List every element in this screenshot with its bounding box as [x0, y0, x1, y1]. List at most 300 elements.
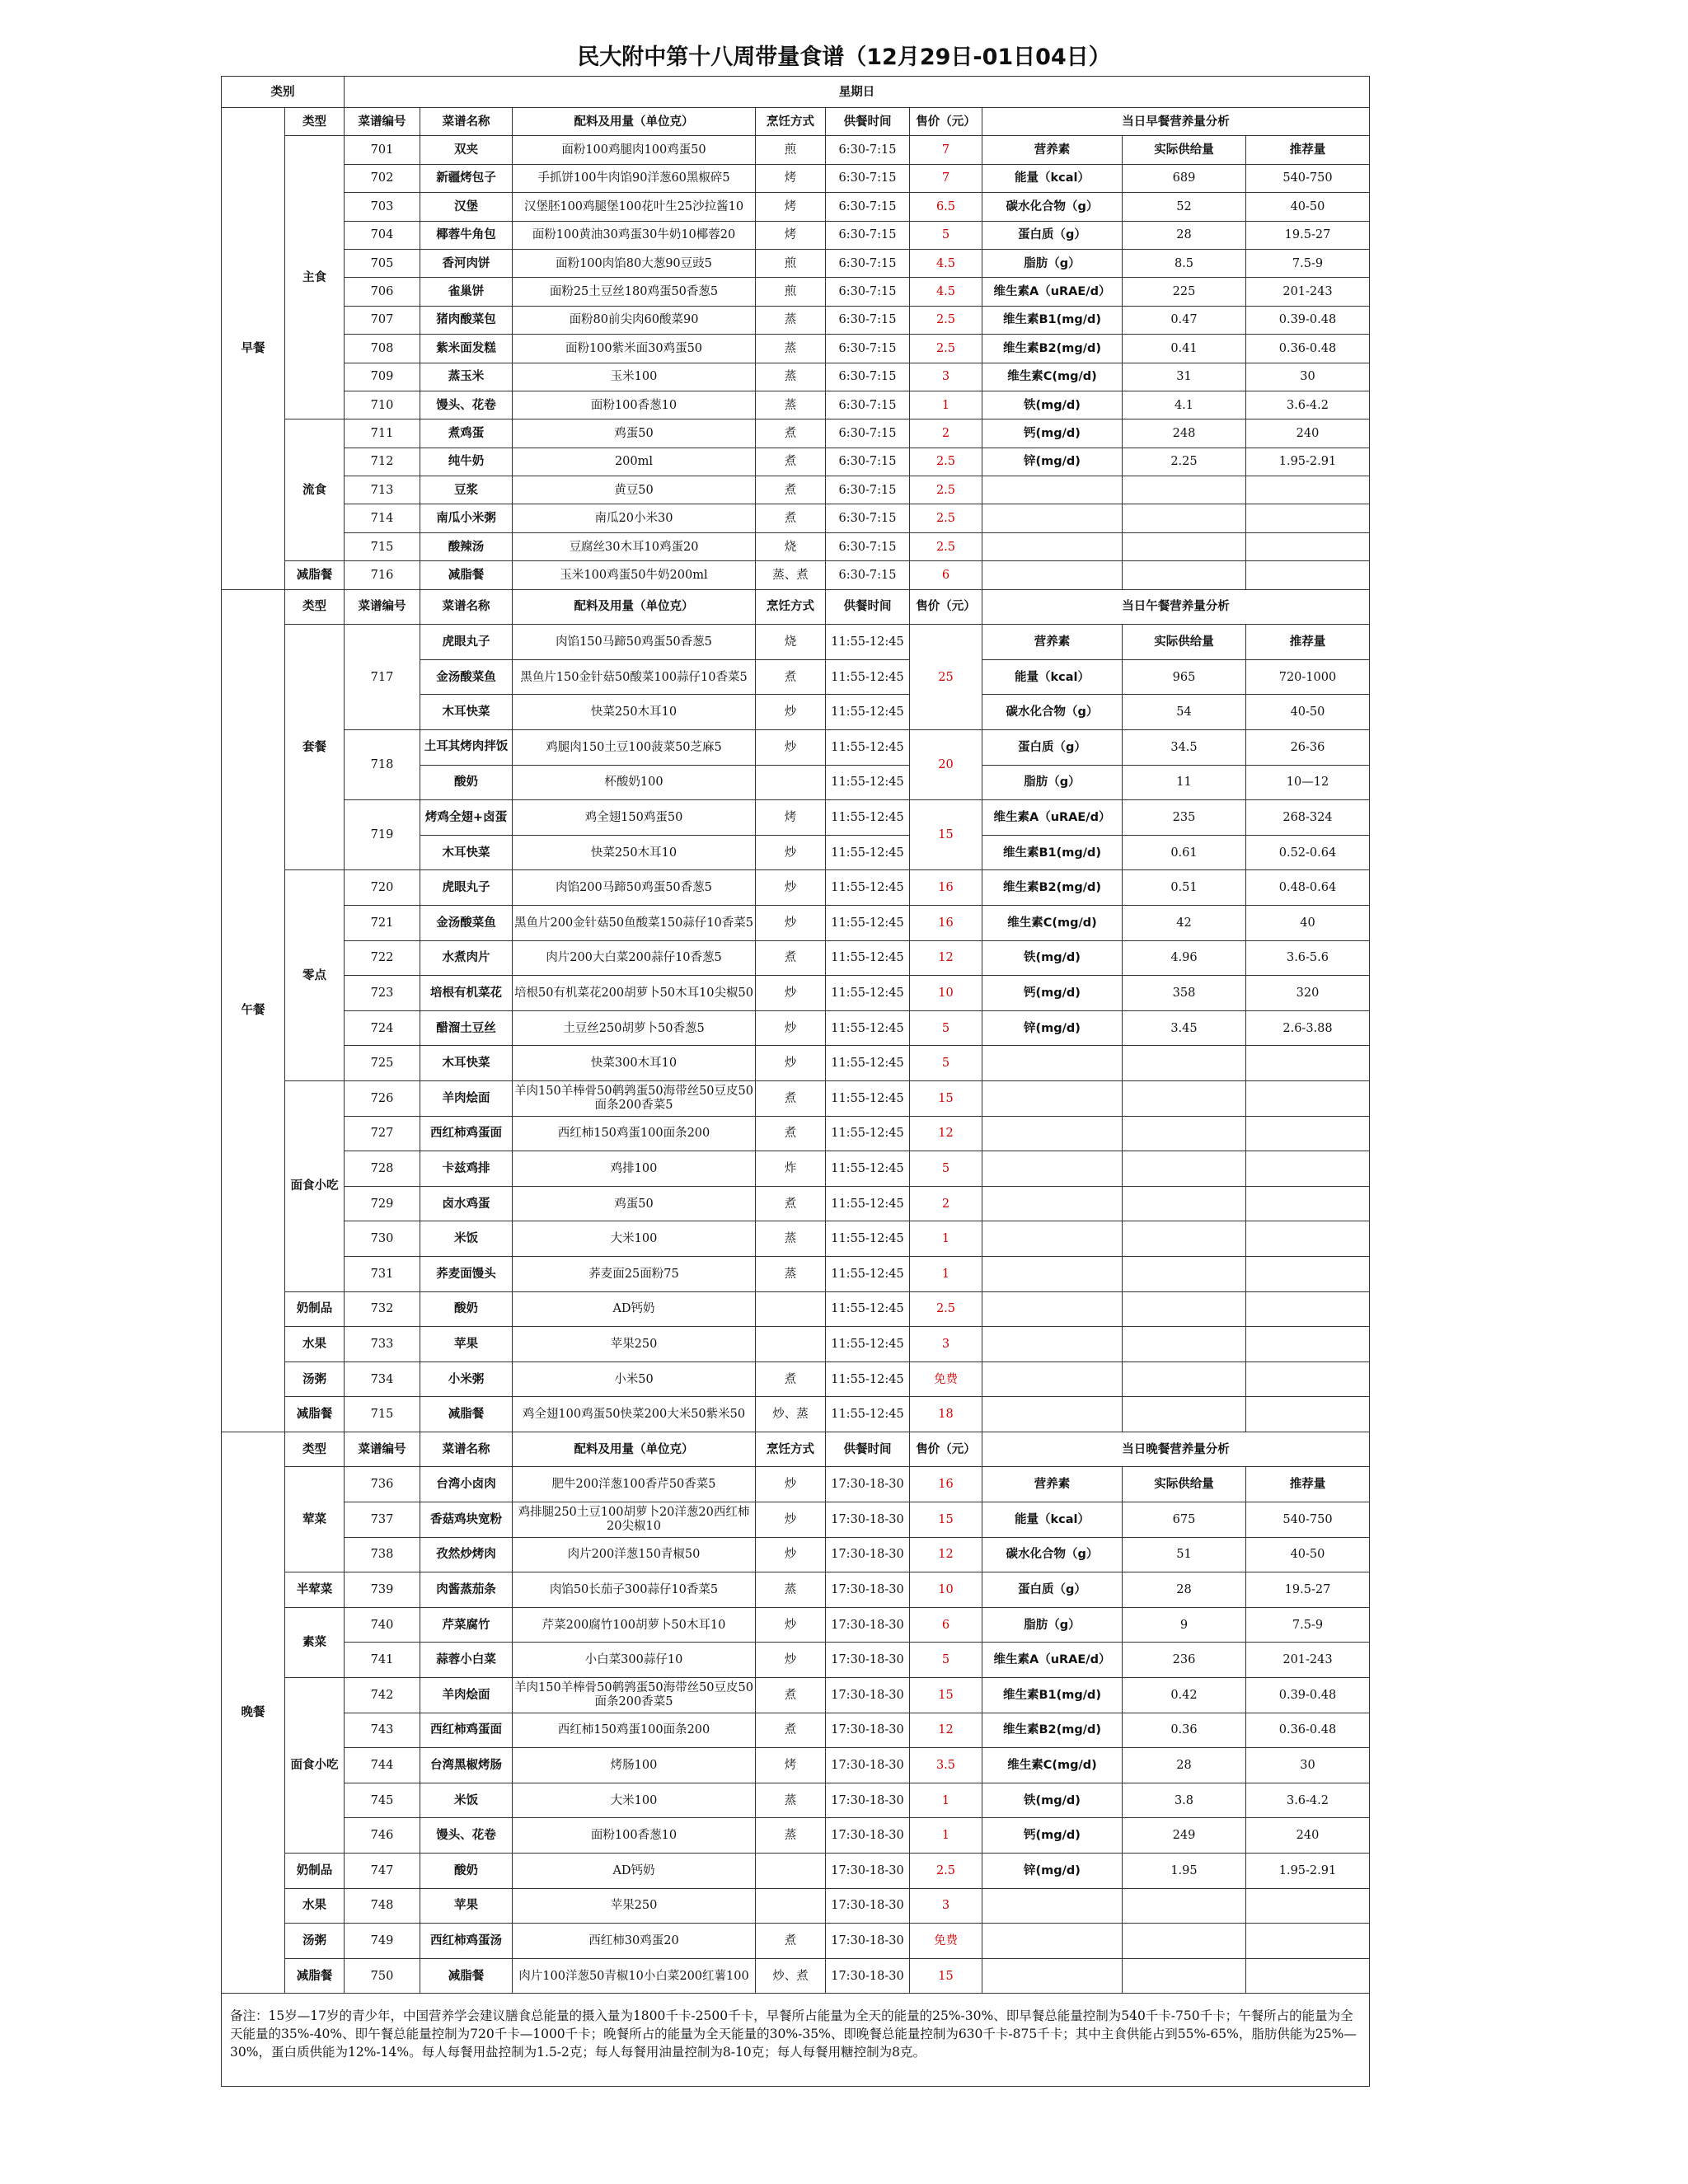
analysis-empty — [982, 504, 1122, 532]
cook-method: 煮 — [755, 1678, 825, 1713]
dish-name: 酸奶 — [420, 765, 513, 800]
dish-name: 木耳快菜 — [420, 695, 513, 730]
analysis-empty — [1122, 1221, 1245, 1257]
dish-ingredients: 面粉100肉馅80大葱90豆豉5 — [513, 249, 756, 277]
dish-name: 苹果 — [420, 1888, 513, 1924]
cook-method: 煎 — [755, 278, 825, 306]
dish-ingredients: 肉片200大白菜200蒜仔10香葱5 — [513, 940, 756, 976]
dish-name: 木耳快菜 — [420, 835, 513, 870]
serve-time: 6:30-7:15 — [825, 391, 909, 419]
dish-price: 1 — [909, 1256, 982, 1291]
serve-time: 17:30-18-30 — [825, 1748, 909, 1783]
nutrient-recommended: 19.5-27 — [1245, 1572, 1369, 1608]
dish-ingredients: 手抓饼100牛肉馅90洋葱60黑椒碎5 — [513, 164, 756, 192]
dish-ingredients: 快菜250木耳10 — [513, 835, 756, 870]
cook-method: 煎 — [755, 136, 825, 164]
analysis-empty — [982, 476, 1122, 504]
nutrient-actual: 11 — [1122, 765, 1245, 800]
food-type: 流食 — [285, 419, 345, 561]
nutrient-recommended: 40-50 — [1245, 1537, 1369, 1572]
cook-method: 蒸 — [755, 335, 825, 363]
analysis-empty — [1122, 1116, 1245, 1151]
analysis-empty — [982, 1151, 1122, 1187]
dish-ingredients: 西红柿30鸡蛋20 — [513, 1924, 756, 1959]
nutrient-name: 钙(mg/d) — [982, 1818, 1122, 1854]
nutrient-name: 碳水化合物（g） — [982, 193, 1122, 221]
dish-name: 西红柿鸡蛋面 — [420, 1713, 513, 1748]
dish-code: 703 — [345, 193, 420, 221]
dish-ingredients: 南瓜20小米30 — [513, 504, 756, 532]
nutrient-name: 维生素B1(mg/d) — [982, 306, 1122, 334]
dish-price: 2.5 — [909, 306, 982, 334]
dish-code: 724 — [345, 1010, 420, 1046]
dish-price: 10 — [909, 976, 982, 1011]
cook-method: 煎 — [755, 249, 825, 277]
col-header-code: 菜谱编号 — [345, 108, 420, 136]
cook-method: 炒 — [755, 905, 825, 940]
serve-time: 6:30-7:15 — [825, 476, 909, 504]
analysis-empty — [1245, 1186, 1369, 1221]
dish-ingredients: 荞麦面25面粉75 — [513, 1256, 756, 1291]
analysis-empty — [982, 1186, 1122, 1221]
category-header: 类别 — [222, 77, 345, 108]
dish-ingredients: 鸡排100 — [513, 1151, 756, 1187]
cook-method: 炒 — [755, 730, 825, 766]
cook-method: 蒸 — [755, 363, 825, 391]
cook-method: 炒 — [755, 835, 825, 870]
dish-code: 748 — [345, 1888, 420, 1924]
cook-method: 炒 — [755, 1643, 825, 1678]
analysis-empty — [1245, 1221, 1369, 1257]
nutrient-recommended: 0.48-0.64 — [1245, 870, 1369, 906]
serve-time: 6:30-7:15 — [825, 448, 909, 476]
serve-time: 17:30-18-30 — [825, 1678, 909, 1713]
nutrient-actual: 0.36 — [1122, 1713, 1245, 1748]
nutrient-actual: 965 — [1122, 659, 1245, 695]
nutrient-name: 铁(mg/d) — [982, 391, 1122, 419]
serve-time: 6:30-7:15 — [825, 335, 909, 363]
food-type: 主食 — [285, 136, 345, 419]
dish-name: 紫米面发糕 — [420, 335, 513, 363]
analysis-empty — [1122, 1361, 1245, 1397]
set-price: 25 — [909, 625, 982, 730]
nutrient-recommended: 0.39-0.48 — [1245, 306, 1369, 334]
nutrient-actual: 4.96 — [1122, 940, 1245, 976]
cook-method: 烧 — [755, 625, 825, 660]
dish-code: 732 — [345, 1291, 420, 1327]
nutrient-name: 维生素C(mg/d) — [982, 1748, 1122, 1783]
cook-method: 烤 — [755, 164, 825, 192]
nutrient-actual: 689 — [1122, 164, 1245, 192]
analysis-header-recommended: 推荐量 — [1245, 1467, 1369, 1502]
nutrient-recommended: 201-243 — [1245, 278, 1369, 306]
dish-name: 减脂餐 — [420, 561, 513, 589]
dish-price: 6 — [909, 1607, 982, 1643]
dish-code: 704 — [345, 221, 420, 249]
analysis-empty — [1245, 1327, 1369, 1362]
dish-price: 16 — [909, 1467, 982, 1502]
dish-ingredients: 大米100 — [513, 1221, 756, 1257]
food-type: 汤粥 — [285, 1924, 345, 1959]
dish-code: 712 — [345, 448, 420, 476]
dish-ingredients: AD钙奶 — [513, 1854, 756, 1889]
nutrient-recommended: 7.5-9 — [1245, 249, 1369, 277]
analysis-empty — [1122, 1888, 1245, 1924]
analysis-empty — [1122, 1327, 1245, 1362]
nutrient-name: 锌(mg/d) — [982, 448, 1122, 476]
dish-ingredients: 羊肉150羊棒骨50鹌鹑蛋50海带丝50豆皮50面条200香菜5 — [513, 1678, 756, 1713]
serve-time: 6:30-7:15 — [825, 532, 909, 560]
dish-name: 烤鸡全翅+卤蛋 — [420, 800, 513, 836]
serve-time: 6:30-7:15 — [825, 561, 909, 589]
serve-time: 6:30-7:15 — [825, 504, 909, 532]
dish-name: 南瓜小米粥 — [420, 504, 513, 532]
nutrient-actual: 675 — [1122, 1502, 1245, 1538]
serve-time: 17:30-18-30 — [825, 1713, 909, 1748]
dish-ingredients: 黑鱼片150金针菇50酸菜100蒜仔10香菜5 — [513, 659, 756, 695]
dish-code: 736 — [345, 1467, 420, 1502]
dish-name: 西红柿鸡蛋汤 — [420, 1924, 513, 1959]
serve-time: 6:30-7:15 — [825, 193, 909, 221]
dish-name: 纯牛奶 — [420, 448, 513, 476]
dish-code: 707 — [345, 306, 420, 334]
dish-price: 4.5 — [909, 249, 982, 277]
analysis-empty — [982, 1361, 1122, 1397]
analysis-header-nutrient: 营养素 — [982, 1467, 1122, 1502]
cook-method: 煮 — [755, 419, 825, 448]
dish-code: 705 — [345, 249, 420, 277]
dish-code: 710 — [345, 391, 420, 419]
serve-time: 11:55-12:45 — [825, 976, 909, 1011]
dish-price: 12 — [909, 1116, 982, 1151]
nutrient-name: 铁(mg/d) — [982, 1783, 1122, 1818]
nutrient-actual: 248 — [1122, 419, 1245, 448]
dish-name: 孜然炒烤肉 — [420, 1537, 513, 1572]
dish-price: 1 — [909, 1783, 982, 1818]
dish-price: 2.5 — [909, 476, 982, 504]
nutrient-actual: 3.45 — [1122, 1010, 1245, 1046]
food-type: 奶制品 — [285, 1291, 345, 1327]
cook-method: 炒 — [755, 1502, 825, 1538]
analysis-empty — [1122, 532, 1245, 560]
serve-time: 11:55-12:45 — [825, 1010, 909, 1046]
col-header-price: 售价（元） — [909, 589, 982, 625]
analysis-empty — [1122, 1186, 1245, 1221]
dish-code: 750 — [345, 1958, 420, 1994]
nutrient-recommended: 0.52-0.64 — [1245, 835, 1369, 870]
nutrient-actual: 0.51 — [1122, 870, 1245, 906]
nutrient-actual: 0.41 — [1122, 335, 1245, 363]
nutrient-recommended: 720-1000 — [1245, 659, 1369, 695]
analysis-empty — [1245, 1958, 1369, 1994]
analysis-empty — [1122, 1046, 1245, 1081]
nutrient-name: 维生素B1(mg/d) — [982, 835, 1122, 870]
dish-ingredients: 面粉25土豆丝180鸡蛋50香葱5 — [513, 278, 756, 306]
nutrient-name: 蛋白质（g） — [982, 730, 1122, 766]
serve-time: 11:55-12:45 — [825, 940, 909, 976]
col-header-code: 菜谱编号 — [345, 589, 420, 625]
nutrient-name: 维生素A（uRAE/d） — [982, 278, 1122, 306]
analysis-empty — [1245, 1888, 1369, 1924]
nutrient-actual: 2.25 — [1122, 448, 1245, 476]
serve-time: 17:30-18-30 — [825, 1888, 909, 1924]
cook-method — [755, 1327, 825, 1362]
dish-name: 水煮肉片 — [420, 940, 513, 976]
dish-ingredients: 鸡全翅150鸡蛋50 — [513, 800, 756, 836]
cook-method: 蒸 — [755, 1818, 825, 1854]
cook-method: 煮 — [755, 1924, 825, 1959]
footnote: 备注：15岁—17岁的青少年，中国营养学会建议膳食总能量的摄入量为1800千卡-2500千卡，早餐所占能量为全天的能量的25%-30%、即早餐总能量控制为540千卡-750千卡；午餐所占的能量为全天能量的35%-40%、即午餐总能量控制为720千卡—1000千卡；晚餐所占的能量为全天能量的30%-35%、即晚餐总能量控制为630千卡-875千卡；其中主食供能占到55%-65%，脂肪供能为25%—30%，蛋白质供能为12%-14%。每人每餐用盐控制为1.5-2克；每人每餐用油量控制为8-10克；每人每餐用糖控制为8克。 — [222, 1994, 1370, 2087]
dish-name: 羊肉烩面 — [420, 1678, 513, 1713]
cook-method: 烤 — [755, 1748, 825, 1783]
food-type: 水果 — [285, 1888, 345, 1924]
dish-ingredients: 快菜300木耳10 — [513, 1046, 756, 1081]
dish-code: 706 — [345, 278, 420, 306]
dish-code: 730 — [345, 1221, 420, 1257]
nutrient-recommended: 10—12 — [1245, 765, 1369, 800]
dish-name: 香河肉饼 — [420, 249, 513, 277]
analysis-empty — [1245, 1151, 1369, 1187]
dish-price: 5 — [909, 1010, 982, 1046]
nutrient-recommended: 2.6-3.88 — [1245, 1010, 1369, 1046]
dish-code: 728 — [345, 1151, 420, 1187]
dish-price: 2.5 — [909, 504, 982, 532]
dish-name: 台湾黑椒烤肠 — [420, 1748, 513, 1783]
dish-price: 5 — [909, 221, 982, 249]
dish-ingredients: 肉馅150马蹄50鸡蛋50香葱5 — [513, 625, 756, 660]
nutrient-name: 锌(mg/d) — [982, 1010, 1122, 1046]
dish-name: 羊肉烩面 — [420, 1080, 513, 1116]
dish-price: 15 — [909, 1502, 982, 1538]
dish-price: 5 — [909, 1046, 982, 1081]
serve-time: 17:30-18-30 — [825, 1818, 909, 1854]
dish-code: 709 — [345, 363, 420, 391]
cook-method: 蒸 — [755, 1783, 825, 1818]
nutrient-recommended: 540-750 — [1245, 164, 1369, 192]
cook-method: 蒸、煮 — [755, 561, 825, 589]
nutrient-name: 脂肪（g） — [982, 249, 1122, 277]
serve-time: 11:55-12:45 — [825, 1116, 909, 1151]
col-header-method: 烹饪方式 — [755, 1432, 825, 1467]
serve-time: 17:30-18-30 — [825, 1537, 909, 1572]
analysis-empty — [982, 1221, 1122, 1257]
dish-price: 2.5 — [909, 1854, 982, 1889]
analysis-header-recommended: 推荐量 — [1245, 136, 1369, 164]
nutrient-actual: 31 — [1122, 363, 1245, 391]
day-header: 星期日 — [345, 77, 1370, 108]
cook-method: 炒、蒸 — [755, 1397, 825, 1432]
serve-time: 6:30-7:15 — [825, 249, 909, 277]
nutrient-actual: 28 — [1122, 1748, 1245, 1783]
dish-price: 10 — [909, 1572, 982, 1608]
nutrient-name: 锌(mg/d) — [982, 1854, 1122, 1889]
serve-time: 11:55-12:45 — [825, 870, 909, 906]
cook-method: 炒、煮 — [755, 1958, 825, 1994]
dish-name: 蒸玉米 — [420, 363, 513, 391]
dish-ingredients: 鸡排腿250土豆100胡萝卜20洋葱20西红柿20尖椒10 — [513, 1502, 756, 1538]
dish-ingredients: 200ml — [513, 448, 756, 476]
cook-method — [755, 1854, 825, 1889]
serve-time: 11:55-12:45 — [825, 1046, 909, 1081]
dish-ingredients: 面粉100紫米面30鸡蛋50 — [513, 335, 756, 363]
nutrient-actual: 225 — [1122, 278, 1245, 306]
nutrient-actual: 28 — [1122, 1572, 1245, 1608]
set-price: 20 — [909, 730, 982, 800]
nutrient-name: 维生素B2(mg/d) — [982, 1713, 1122, 1748]
dish-code: 721 — [345, 905, 420, 940]
col-header-ingredients: 配料及用量（单位克） — [513, 108, 756, 136]
analysis-empty — [1122, 1291, 1245, 1327]
analysis-empty — [1245, 1046, 1369, 1081]
cook-method: 煮 — [755, 1713, 825, 1748]
nutrient-actual: 4.1 — [1122, 391, 1245, 419]
nutrient-name: 脂肪（g） — [982, 1607, 1122, 1643]
dish-name: 香菇鸡块宽粉 — [420, 1502, 513, 1538]
nutrient-name: 维生素A（uRAE/d） — [982, 1643, 1122, 1678]
nutrient-recommended: 0.39-0.48 — [1245, 1678, 1369, 1713]
analysis-empty — [1122, 561, 1245, 589]
cook-method: 炒 — [755, 1046, 825, 1081]
dish-name: 汉堡 — [420, 193, 513, 221]
dish-price: 15 — [909, 1678, 982, 1713]
dish-price: 3.5 — [909, 1748, 982, 1783]
dish-code: 749 — [345, 1924, 420, 1959]
food-type: 面食小吃 — [285, 1080, 345, 1291]
serve-time: 11:55-12:45 — [825, 1327, 909, 1362]
dish-name: 木耳快菜 — [420, 1046, 513, 1081]
dish-code: 733 — [345, 1327, 420, 1362]
cook-method: 蒸 — [755, 1572, 825, 1608]
dish-code: 715 — [345, 532, 420, 560]
serve-time: 6:30-7:15 — [825, 136, 909, 164]
dish-name: 雀巢饼 — [420, 278, 513, 306]
dish-name: 猪肉酸菜包 — [420, 306, 513, 334]
nutrient-recommended: 201-243 — [1245, 1643, 1369, 1678]
dish-code: 734 — [345, 1361, 420, 1397]
dish-ingredients: 土豆丝250胡萝卜50香葱5 — [513, 1010, 756, 1046]
dish-name: 荞麦面馒头 — [420, 1256, 513, 1291]
dish-ingredients: 烤肠100 — [513, 1748, 756, 1783]
dish-price: 5 — [909, 1151, 982, 1187]
food-type: 素菜 — [285, 1607, 345, 1677]
dish-price: 16 — [909, 905, 982, 940]
serve-time: 11:55-12:45 — [825, 905, 909, 940]
analysis-empty — [1245, 1291, 1369, 1327]
dish-price: 1 — [909, 1818, 982, 1854]
nutrient-recommended: 320 — [1245, 976, 1369, 1011]
dish-ingredients: 肥牛200洋葱100香芹50香菜5 — [513, 1467, 756, 1502]
dish-ingredients: 鸡蛋50 — [513, 1186, 756, 1221]
nutrient-name: 维生素B2(mg/d) — [982, 870, 1122, 906]
serve-time: 11:55-12:45 — [825, 695, 909, 730]
nutrient-actual: 1.95 — [1122, 1854, 1245, 1889]
analysis-empty — [1245, 504, 1369, 532]
dish-ingredients: 苹果250 — [513, 1327, 756, 1362]
cook-method — [755, 765, 825, 800]
dish-name: 馒头、花卷 — [420, 391, 513, 419]
nutrient-actual: 3.8 — [1122, 1783, 1245, 1818]
dish-ingredients: AD钙奶 — [513, 1291, 756, 1327]
dish-name: 虎眼丸子 — [420, 625, 513, 660]
dish-price: 15 — [909, 1958, 982, 1994]
col-header-price: 售价（元） — [909, 1432, 982, 1467]
serve-time: 6:30-7:15 — [825, 221, 909, 249]
analysis-empty — [982, 1924, 1122, 1959]
dish-code: 711 — [345, 419, 420, 448]
food-type: 减脂餐 — [285, 561, 345, 589]
dish-code: 720 — [345, 870, 420, 906]
dish-price: 3 — [909, 1327, 982, 1362]
dish-price: 12 — [909, 1713, 982, 1748]
dish-ingredients: 杯酸奶100 — [513, 765, 756, 800]
dish-ingredients: 汉堡胚100鸡腿堡100花叶生25沙拉酱10 — [513, 193, 756, 221]
nutrient-recommended: 240 — [1245, 419, 1369, 448]
nutrient-recommended: 30 — [1245, 363, 1369, 391]
dish-code: 701 — [345, 136, 420, 164]
dish-name: 西红柿鸡蛋面 — [420, 1116, 513, 1151]
analysis-empty — [1122, 476, 1245, 504]
nutrient-actual: 8.5 — [1122, 249, 1245, 277]
food-type: 减脂餐 — [285, 1958, 345, 1994]
nutrient-actual: 249 — [1122, 1818, 1245, 1854]
dish-name: 酸奶 — [420, 1291, 513, 1327]
meal-label: 午餐 — [222, 589, 285, 1432]
dish-code: 747 — [345, 1854, 420, 1889]
analysis-empty — [982, 1080, 1122, 1116]
col-header-type: 类型 — [285, 1432, 345, 1467]
dish-ingredients: 鸡腿肉150土豆100菠菜50芝麻5 — [513, 730, 756, 766]
dish-price: 2.5 — [909, 335, 982, 363]
analysis-empty — [1245, 561, 1369, 589]
dish-ingredients: 西红柿150鸡蛋100面条200 — [513, 1116, 756, 1151]
analysis-empty — [982, 1888, 1122, 1924]
dish-price: 3 — [909, 363, 982, 391]
cook-method: 烧 — [755, 532, 825, 560]
serve-time: 17:30-18-30 — [825, 1958, 909, 1994]
dish-code: 742 — [345, 1678, 420, 1713]
cook-method: 煮 — [755, 1080, 825, 1116]
nutrient-recommended: 26-36 — [1245, 730, 1369, 766]
dish-name: 苹果 — [420, 1327, 513, 1362]
analysis-empty — [1122, 1397, 1245, 1432]
dish-code: 745 — [345, 1783, 420, 1818]
dish-ingredients: 面粉80前尖肉60酸菜90 — [513, 306, 756, 334]
nutrient-recommended: 0.36-0.48 — [1245, 335, 1369, 363]
dish-price: 6 — [909, 561, 982, 589]
nutrient-actual: 42 — [1122, 905, 1245, 940]
serve-time: 11:55-12:45 — [825, 1221, 909, 1257]
dish-name: 蒜蓉小白菜 — [420, 1643, 513, 1678]
dish-price: 5 — [909, 1643, 982, 1678]
dish-ingredients: 肉馅50长茄子300蒜仔10香菜5 — [513, 1572, 756, 1608]
dish-price: 12 — [909, 940, 982, 976]
dish-name: 土耳其烤肉拌饭 — [420, 730, 513, 766]
dish-price: 7 — [909, 164, 982, 192]
analysis-title: 当日早餐营养量分析 — [982, 108, 1369, 136]
nutrient-name: 维生素B1(mg/d) — [982, 1678, 1122, 1713]
analysis-title: 当日晚餐营养量分析 — [982, 1432, 1369, 1467]
cook-method: 炒 — [755, 695, 825, 730]
cook-method: 煮 — [755, 1186, 825, 1221]
dish-ingredients: 豆腐丝30木耳10鸡蛋20 — [513, 532, 756, 560]
serve-time: 6:30-7:15 — [825, 278, 909, 306]
nutrient-name: 钙(mg/d) — [982, 976, 1122, 1011]
food-type: 水果 — [285, 1327, 345, 1362]
dish-ingredients: 羊肉150羊棒骨50鹌鹑蛋50海带丝50豆皮50面条200香菜5 — [513, 1080, 756, 1116]
dish-name: 豆浆 — [420, 476, 513, 504]
dish-code: 719 — [345, 800, 420, 870]
serve-time: 11:55-12:45 — [825, 659, 909, 695]
